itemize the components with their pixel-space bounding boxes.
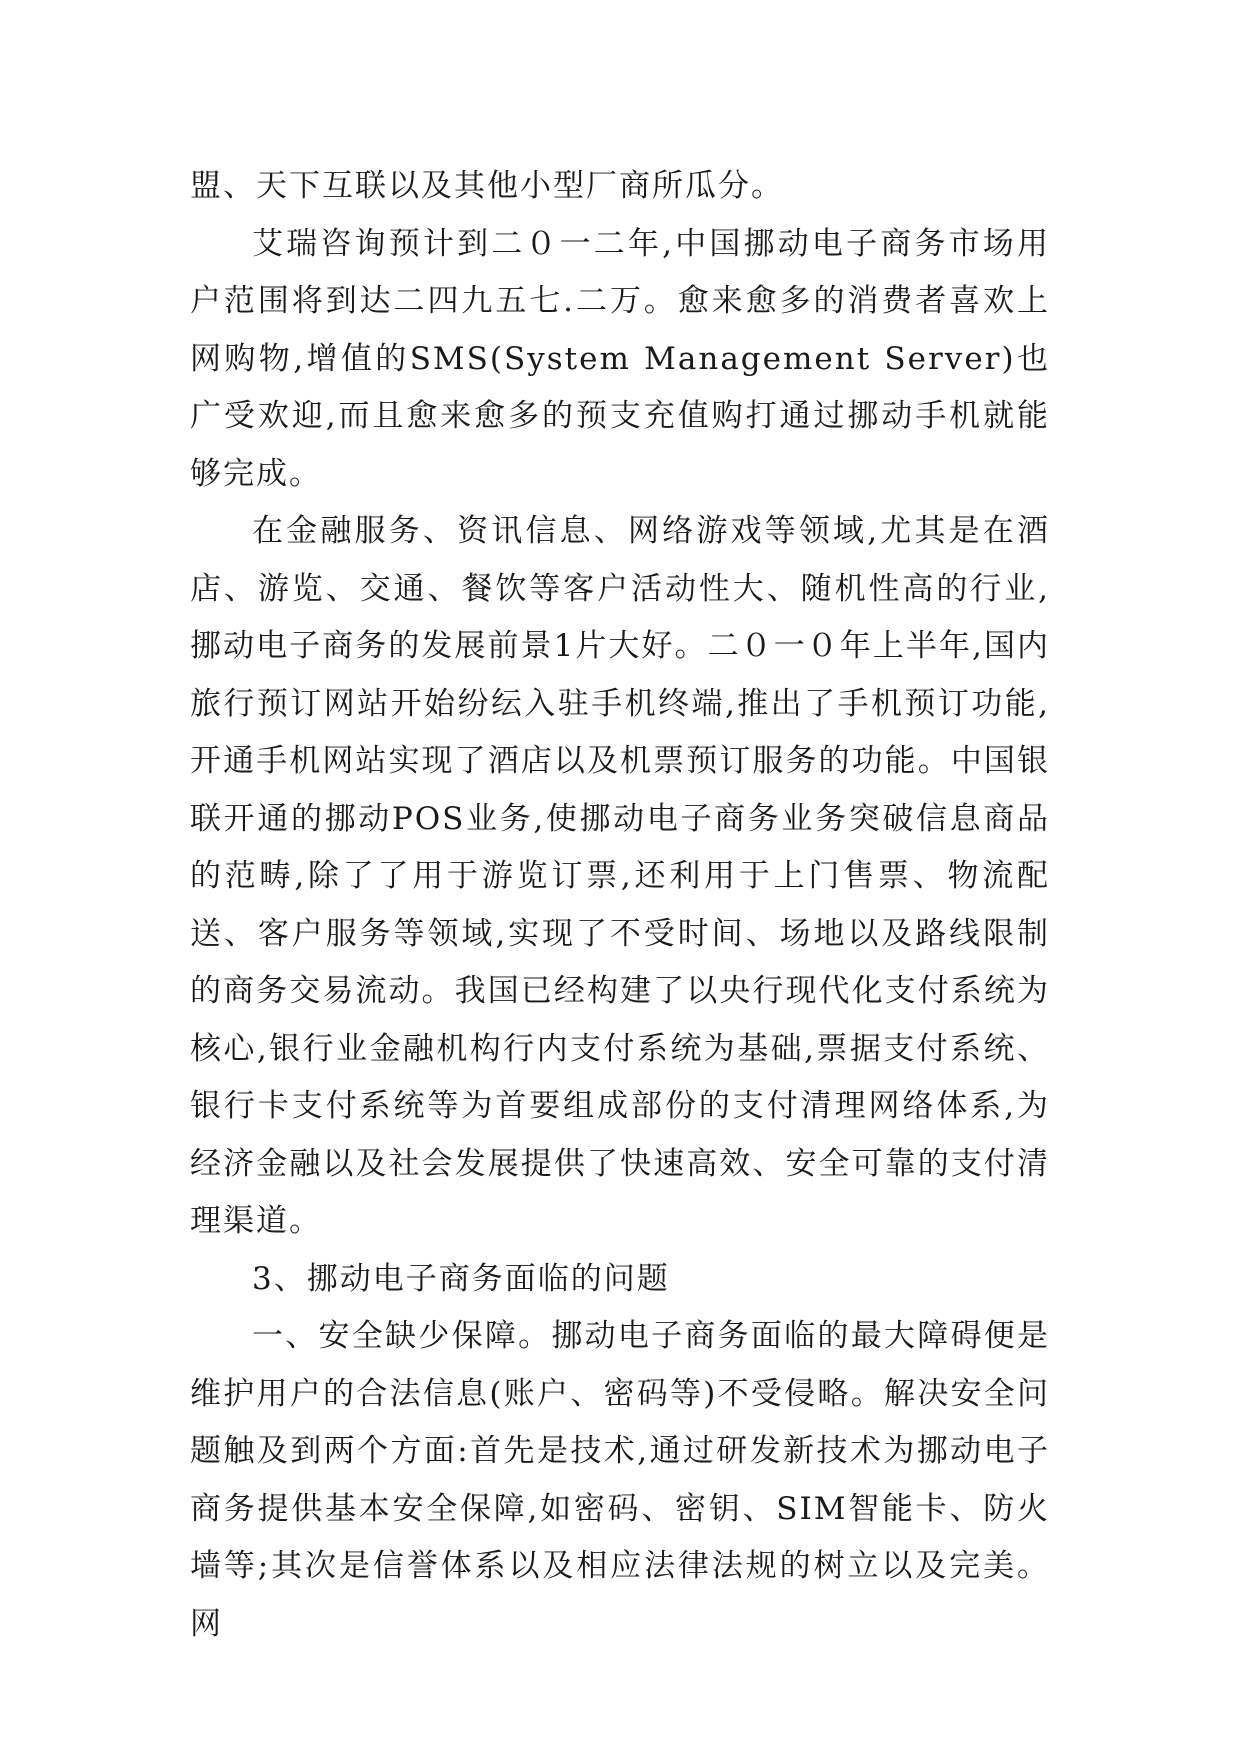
body-text: [190, 158, 1050, 1653]
paragraph-market-forecast: 艾瑞咨询预计到二０一二年,中国挪动电子商务市场用户范围将到达二四九五七.二万。愈来愈多的消费者喜欢上网购物,增值的SMS(System Management Server)也广受欢迎,而且愈来愈多的预支充值购打通过挪动手机就能够完成。: [190, 225, 1050, 492]
paragraph-application-fields: 在金融服务、资讯信息、网络游戏等领域,尤其是在酒店、游览、交通、餐饮等客户活动性大、随机性高的行业,挪动电子商务的发展前景1片大好。二０一０年上半年,国内旅行预订网站开始纷纭入驻手机终端,推出了手机预订功能,开通手机网站实现了酒店以及机票预订服务的功能。中国银联开通的挪动POS业务,使挪动电子商务业务突破信息商品的范畴,除了了用于游览订票,还利用于上门售票、物流配送、客户服务等领域,实现了不受时间、场地以及路线限制的商务交易流动。我国已经构建了以央行现代化支付系统为核心,银行业金融机构行内支付系统为基础,票据支付系统、银行卡支付系统等为首要组成部份的支付清理网络体系,为经济金融以及社会发展提供了快速高效、安全可靠的支付清理渠道。: [190, 513, 1050, 1239]
paragraph-security: 一、安全缺少保障。挪动电子商务面临的最大障碍便是维护用户的合法信息(账户、密码等)不受侵略。解决安全问题触及到两个方面:首先是技术,通过研发新技术为挪动电子商务提供基本安全保障,如密码、密钥、SIM智能卡、防火墙等;其次是信誉体系以及相应法律法规的树立以及完美。网: [190, 1318, 1050, 1642]
section-heading: 3、挪动电子商务面临的问题: [252, 1260, 670, 1297]
paragraph-continuation: 盟、天下互联以及其他小型厂商所瓜分。: [190, 168, 784, 204]
